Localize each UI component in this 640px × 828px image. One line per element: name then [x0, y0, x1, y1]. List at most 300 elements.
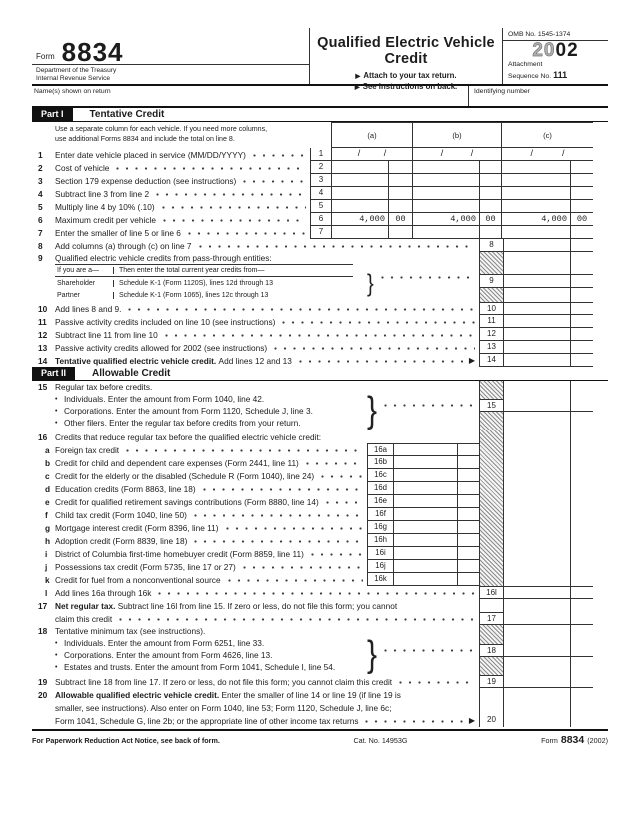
line-1-col-c-date[interactable]: [502, 148, 593, 161]
paperwork-notice: For Paperwork Reduction Act Notice, see back of form.: [32, 736, 220, 745]
line-7-box: 7: [310, 226, 332, 239]
line-20-label-line1: Enter the smaller of line 14 or line 19 (if line 19 is: [221, 689, 401, 700]
line-16h-label: Adoption credit (Form 8839, line 18): [55, 535, 188, 546]
line-16i-box: 16i: [367, 547, 394, 560]
line-letter: c: [45, 470, 50, 481]
line-number: 13: [38, 342, 48, 353]
line-16d-cents[interactable]: [457, 482, 479, 495]
hatched-cell: [479, 381, 504, 399]
line-16l-row: [32, 586, 593, 599]
pass-through-subtable: [55, 264, 353, 301]
line-16c-box: 16c: [367, 469, 394, 482]
column-c-header: (c): [502, 122, 593, 148]
line-6-col-a-amount: 4,000: [359, 214, 385, 224]
date-slash: /: [383, 148, 387, 158]
line-2-col-b-amount[interactable]: [413, 161, 479, 173]
line-20-amount[interactable]: [504, 714, 570, 727]
line-11-cents[interactable]: [570, 315, 593, 328]
dot-leader: [188, 232, 306, 235]
omb-block: [503, 28, 608, 84]
footer-form-word: Form: [541, 736, 558, 745]
name-field-label: Name(s) shown on return: [34, 88, 111, 95]
dot-leader: [119, 618, 475, 621]
line-16h-box: 16h: [367, 534, 394, 547]
line-16-heading: [32, 430, 479, 443]
line-7-col-a-amount[interactable]: [332, 226, 388, 238]
line-number: 18: [38, 626, 48, 636]
dot-leader: [243, 180, 306, 183]
line-19-amount[interactable]: [504, 675, 570, 688]
dot-leader: [163, 219, 306, 222]
line-20-label-line2: smaller, see instructions). Also enter on Form 1040, line 53; Form 1120, Schedule J, line 6c;: [55, 702, 392, 713]
line-17-row: [32, 599, 593, 625]
dot-leader: [365, 720, 463, 723]
line-10-row: [32, 302, 593, 315]
dot-leader: [243, 566, 363, 569]
partner-source: Schedule K-1 (Form 1065), lines 12c through 13: [113, 292, 353, 299]
line-20-label-bold: Allowable qualified electric vehicle credit.: [55, 689, 220, 700]
line-16e-cents[interactable]: [457, 495, 479, 508]
line-2-col-c-amount[interactable]: [502, 161, 570, 173]
line-6-col-b-cents: 00: [479, 213, 501, 225]
dot-leader: [116, 167, 306, 170]
line-15-bullet-1: Individuals. Enter the amount from Form 1040, line 42.: [64, 394, 265, 404]
line-17-label-bold: Net regular tax.: [55, 600, 116, 611]
dot-leader: [156, 193, 306, 196]
arrow-icon: ▶: [468, 356, 475, 365]
line-8-cents[interactable]: [570, 239, 593, 252]
dot-leader: [158, 592, 475, 595]
line-number: 7: [38, 227, 43, 238]
line-16b-cents[interactable]: [457, 456, 479, 469]
line-16b-label: Credit for child and dependent care expenses (Form 2441, line 11): [55, 457, 299, 468]
line-number: 1: [38, 149, 43, 160]
line-16j-amount[interactable]: [394, 560, 457, 573]
dot-leader: [165, 334, 475, 337]
dot-leader: [311, 553, 363, 556]
tax-year-outline: 20: [532, 40, 556, 61]
line-5-col-b-amount[interactable]: [413, 200, 479, 212]
dot-leader: [299, 360, 464, 363]
sequence-label: Sequence No.: [508, 72, 552, 80]
line-16e-amount[interactable]: [394, 495, 457, 508]
line-16c-amount[interactable]: [394, 469, 457, 482]
line-16j-label: Possessions tax credit (Form 5735, line 17 or 27): [55, 561, 236, 572]
part2-label: Part II: [32, 367, 75, 380]
line-3-col-b-amount[interactable]: [413, 174, 479, 186]
line-2-box: 2: [310, 161, 332, 174]
line-16h-cents[interactable]: [457, 534, 479, 547]
dot-leader: [384, 649, 475, 652]
form-number-block: [32, 28, 310, 84]
result-header: Then enter the total current year credits from—: [113, 267, 353, 274]
line-2-col-c-cents[interactable]: [570, 161, 593, 173]
dot-leader: [321, 475, 363, 478]
dot-leader: [306, 462, 363, 465]
line-5-col-a-cents[interactable]: [388, 200, 412, 212]
dot-leader: [126, 449, 363, 452]
line-1-row: [32, 148, 608, 161]
line-16g-amount[interactable]: [394, 521, 457, 534]
line-11-label: Passive activity credits included on line 10 (see instructions): [55, 316, 276, 327]
line-7-col-c-cents[interactable]: [570, 226, 593, 238]
line-number: 11: [38, 316, 47, 327]
line-4-row: [32, 187, 608, 200]
line-16k-row: [32, 573, 479, 586]
dot-leader: [228, 579, 363, 582]
form-header: [32, 28, 608, 91]
line-2-col-a-amount[interactable]: [332, 161, 388, 173]
dot-leader: [226, 527, 363, 530]
date-slash: /: [561, 148, 565, 158]
line-16a-label: Foreign tax credit: [55, 444, 120, 455]
line-6-col-c-amount: 4,000: [541, 214, 567, 224]
line-16c-cents[interactable]: [457, 469, 479, 482]
line-8-box: 8: [479, 239, 504, 252]
shareholder-source: Schedule K-1 (Form 1120S), lines 12d through 13: [113, 280, 353, 287]
line-16a-cents[interactable]: [457, 443, 479, 456]
line-9-block: [32, 252, 593, 302]
line-15-label: Regular tax before credits.: [55, 382, 153, 392]
line-number: 6: [38, 214, 43, 225]
line-6-col-a-cents: 00: [388, 213, 412, 225]
part1-label: Part I: [32, 108, 73, 121]
line-8-amount[interactable]: [504, 239, 570, 252]
date-slash: /: [530, 148, 533, 158]
hatched-cell: [479, 625, 504, 644]
line-13-label: Passive activity credits allowed for 2002 (see instructions): [55, 342, 268, 353]
form-number: 8834: [61, 36, 124, 67]
line-5-col-b-cents[interactable]: [479, 200, 501, 212]
line-8-row: [32, 239, 593, 252]
dot-leader: [128, 308, 475, 311]
line-18-block: [32, 625, 593, 675]
tax-year: [503, 41, 608, 61]
dot-leader: [253, 154, 306, 157]
line-7-col-c-amount[interactable]: [502, 226, 570, 238]
name-id-row: [32, 86, 608, 108]
line-number: 5: [38, 201, 43, 212]
line-letter: h: [45, 535, 51, 546]
line-13-row: [32, 341, 593, 354]
brace-glyph: }: [367, 269, 374, 298]
sequence-number: 111: [553, 69, 568, 80]
column-a-header: (a): [332, 122, 413, 148]
line-9-amount[interactable]: [504, 275, 570, 288]
line-12-label: Subtract line 11 from line 10: [55, 329, 158, 340]
line-letter: k: [45, 574, 50, 585]
form-footer: [32, 731, 608, 746]
line-1-col-a-date[interactable]: [332, 148, 413, 161]
line-16h-row: [32, 534, 479, 547]
part1-instruction-line1: Use a separate column for each vehicle. If you need more columns,: [55, 125, 268, 133]
line-14-amount[interactable]: [504, 354, 570, 367]
line-17-label-line2: claim this credit: [55, 613, 113, 624]
attachment-sequence: [503, 61, 608, 82]
line-14-box: 14: [479, 354, 504, 367]
agency-line-2: Internal Revenue Service: [36, 74, 111, 82]
omb-number: OMB No. 1545-1374: [503, 28, 608, 41]
line-number: 8: [38, 240, 43, 251]
dot-leader: [199, 245, 475, 248]
line-5-col-c-amount[interactable]: [502, 200, 570, 212]
line-16k-box: 16k: [367, 573, 394, 586]
dot-leader: [274, 347, 475, 350]
line-2-col-a-cents[interactable]: [388, 161, 412, 173]
catalog-number: Cat. No. 14953G: [353, 736, 408, 745]
line-16a-box: 16a: [367, 443, 394, 456]
line-17-label-line1: Subtract line 16l from line 15. If zero or less, do not file this form; you cannot: [117, 600, 398, 611]
line-16l-label: Add lines 16a through 16k: [55, 587, 152, 598]
pointer-icon: ▶: [354, 84, 360, 91]
line-4-col-a-cents[interactable]: [388, 187, 412, 199]
line-16j-row: [32, 560, 479, 573]
line-2-row: [32, 161, 608, 174]
bullet-icon: •: [55, 419, 58, 427]
line-19-box: 19: [479, 675, 504, 688]
line-16b-amount[interactable]: [394, 456, 457, 469]
hatched-cell: [479, 430, 504, 586]
line-16f-row: [32, 508, 479, 521]
line-18-label: Tentative minimum tax (see instructions).: [55, 626, 206, 636]
line-19-row: [32, 675, 593, 688]
dot-leader: [381, 276, 475, 279]
line-16c-label: Credit for the elderly or the disabled (Schedule R (Form 1040), line 24): [55, 470, 315, 481]
line-letter: a: [45, 444, 50, 455]
line-16l-amount[interactable]: [504, 586, 570, 599]
line-17-amount[interactable]: [504, 612, 570, 625]
line-2-col-b-cents[interactable]: [479, 161, 501, 173]
line-8-label: Add columns (a) through (c) on line 7: [55, 240, 192, 251]
form-word-label: Form: [36, 51, 55, 61]
line-16k-cents[interactable]: [457, 573, 479, 586]
bullet-icon: •: [55, 395, 58, 403]
line-11-row: [32, 315, 593, 328]
line-3-col-a-amount[interactable]: [332, 174, 388, 186]
line-3-col-b-cents[interactable]: [479, 174, 501, 186]
line-4-col-a-amount[interactable]: [332, 187, 388, 199]
line-4-col-b-amount[interactable]: [413, 187, 479, 199]
line-12-box: 12: [479, 328, 504, 341]
form-number-line: [32, 28, 309, 67]
line-13-box: 13: [479, 341, 504, 354]
part1-title: Tentative Credit: [89, 109, 165, 120]
line-letter: f: [45, 509, 48, 520]
line-16d-amount[interactable]: [394, 482, 457, 495]
line-16a-amount[interactable]: [394, 443, 457, 456]
line-9-heading: Qualified electric vehicle credits from pass-through entities:: [55, 253, 272, 263]
line-11-box: 11: [479, 315, 504, 328]
line-13-cents[interactable]: [570, 341, 593, 354]
line-3-box: 3: [310, 174, 332, 187]
line-12-cents[interactable]: [570, 328, 593, 341]
line-16i-row: [32, 547, 479, 560]
line-9-cents[interactable]: [570, 275, 593, 288]
identifying-number-label: Identifying number: [474, 88, 530, 95]
attach-note: [310, 71, 502, 80]
line-16e-label: Credit for qualified retirement savings contributions (Form 8880, line 14): [55, 496, 319, 507]
hatched-cell: [479, 412, 504, 430]
line-12-amount[interactable]: [504, 328, 570, 341]
line-16f-label: Child tax credit (Form 1040, line 50): [55, 509, 187, 520]
line-number: 9: [38, 253, 43, 263]
line-15-amount[interactable]: [504, 399, 570, 412]
line-19-cents[interactable]: [570, 675, 593, 688]
line-5-row: [32, 200, 608, 213]
line-4-label: Subtract line 3 from line 2: [55, 188, 150, 199]
part1-table-header: [32, 122, 608, 148]
identifying-number-field[interactable]: [468, 86, 608, 106]
line-4-col-c-amount[interactable]: [502, 187, 570, 199]
line-16l-cents[interactable]: [570, 586, 593, 599]
line-11-amount[interactable]: [504, 315, 570, 328]
bullet-icon: •: [55, 407, 58, 415]
line-16e-box: 16e: [367, 495, 394, 508]
line-number: 12: [38, 329, 48, 340]
bullet-icon: •: [55, 639, 58, 647]
hatched-cell: [479, 657, 504, 676]
line-5-col-a-amount[interactable]: [332, 200, 388, 212]
line-10-amount[interactable]: [504, 302, 570, 315]
dot-leader: [282, 321, 475, 324]
line-6-label: Maximum credit per vehicle: [55, 214, 156, 225]
line-3-col-c-amount[interactable]: [502, 174, 570, 186]
line-16i-label: District of Columbia first-time homebuyer credit (Form 8859, line 11): [55, 548, 304, 559]
line-19-label: Subtract line 18 from line 17. If zero or less, do not file this form; you cannot claim this credit: [55, 676, 393, 687]
line-3-col-a-cents[interactable]: [388, 174, 412, 186]
part1-bar: [32, 108, 608, 122]
line-15-bullet-2: Corporations. Enter the amount from Form 1120, Schedule J, line 3.: [64, 406, 313, 416]
line-18-bullet-2: Corporations. Enter the amount from Form 4626, line 13.: [64, 650, 273, 660]
line-4-box: 4: [310, 187, 332, 200]
line-4-col-c-cents[interactable]: [570, 187, 593, 199]
line-6-row: [32, 213, 608, 226]
form-title: Qualified Electric Vehicle Credit: [317, 35, 495, 67]
line-10-cents[interactable]: [570, 302, 593, 315]
line-16l-box: 16l: [479, 586, 504, 599]
line-number: 10: [38, 303, 48, 314]
line-14-row: [32, 354, 593, 367]
part2-bar: [32, 367, 608, 381]
line-3-col-c-cents[interactable]: [570, 174, 593, 186]
line-18-cents[interactable]: [570, 644, 593, 657]
line-letter: e: [45, 496, 50, 507]
line-14-cents[interactable]: [570, 354, 593, 367]
date-slash: /: [470, 148, 474, 158]
part1-line-number-column: [310, 122, 332, 148]
line-16f-cents[interactable]: [457, 508, 479, 521]
line-20-box: 20: [479, 714, 504, 727]
line-9-box: 9: [479, 275, 504, 288]
line-18-box: 18: [479, 644, 504, 657]
line-number: 15: [38, 382, 48, 392]
line-18-bullet-3: Estates and trusts. Enter the amount from Form 1041, Schedule I, line 54.: [64, 662, 336, 672]
partner-label: Partner: [57, 291, 80, 299]
footer-form-number: 8834: [560, 734, 585, 746]
line-18-amount[interactable]: [504, 644, 570, 657]
line-7-row: [32, 226, 608, 239]
name-field[interactable]: [32, 86, 468, 106]
line-16d-box: 16d: [367, 482, 394, 495]
line-16j-box: 16j: [367, 560, 394, 573]
line-letter: i: [45, 548, 48, 559]
line-16i-amount[interactable]: [394, 547, 457, 560]
line-5-label: Multiply line 4 by 10% (.10): [55, 201, 155, 212]
shareholder-row: [55, 277, 353, 289]
line-17-cents[interactable]: [570, 612, 593, 625]
line-16a-row: [32, 443, 479, 456]
line-5-col-c-cents[interactable]: [570, 200, 593, 212]
line-16k-amount[interactable]: [394, 573, 457, 586]
line-16i-cents[interactable]: [457, 547, 479, 560]
line-16d-row: [32, 482, 479, 495]
footer-year: (2002): [587, 736, 608, 745]
line-number: 2: [38, 162, 43, 173]
line-letter: d: [45, 483, 51, 494]
line-number: 14: [38, 355, 48, 366]
line-15-cents[interactable]: [570, 399, 593, 412]
line-7-col-a-cents[interactable]: [388, 226, 412, 238]
line-16e-row: [32, 495, 479, 508]
line-16h-amount[interactable]: [394, 534, 457, 547]
line-12-row: [32, 328, 593, 341]
line-6-col-c-cents: 00: [570, 213, 593, 225]
line-16g-box: 16g: [367, 521, 394, 534]
line-16f-amount[interactable]: [394, 508, 457, 521]
line-13-amount[interactable]: [504, 341, 570, 354]
date-slash: /: [357, 148, 361, 158]
line-16c-row: [32, 469, 479, 482]
line-20-label-line3: Form 1041, Schedule G, line 2b; or the appropriate line of other income tax returns: [55, 715, 359, 726]
line-18-bullet-1: Individuals. Enter the amount from Form 6251, line 33.: [64, 638, 265, 648]
line-17-box: 17: [479, 612, 504, 625]
line-1-col-b-date[interactable]: [413, 148, 502, 161]
line-2-label: Cost of vehicle: [55, 162, 110, 173]
line-7-col-b-amount[interactable]: [413, 226, 479, 238]
line-number: 3: [38, 175, 43, 186]
line-letter: g: [45, 522, 51, 533]
line-letter: j: [45, 561, 48, 572]
line-4-col-b-cents[interactable]: [479, 187, 501, 199]
tax-year-solid: 02: [555, 40, 579, 61]
line-7-col-b-cents[interactable]: [479, 226, 501, 238]
line-number: 19: [38, 676, 48, 687]
hatched-cell: [479, 288, 504, 302]
line-number: 16: [38, 431, 48, 442]
line-number: 17: [38, 600, 48, 611]
pointer-icon: ▶: [355, 73, 361, 80]
arrow-icon: ▶: [468, 716, 475, 725]
line-14-label: Add lines 12 and 13: [218, 355, 292, 366]
line-16j-cents[interactable]: [457, 560, 479, 573]
line-20-cents[interactable]: [570, 714, 593, 727]
bullet-icon: •: [55, 663, 58, 671]
line-3-row: [32, 174, 608, 187]
attachment-label: Attachment: [508, 61, 543, 68]
line-letter: b: [45, 457, 51, 468]
part2-title: Allowable Credit: [92, 368, 171, 379]
line-16f-box: 16f: [367, 508, 394, 521]
line-16k-label: Credit for fuel from a nonconventional source: [55, 574, 221, 585]
line-20-row: [32, 688, 593, 727]
line-16g-cents[interactable]: [457, 521, 479, 534]
line-letter: l: [45, 587, 48, 598]
line-15-block: [32, 381, 593, 430]
bullet-icon: •: [55, 651, 58, 659]
part1-instruction: [32, 122, 310, 148]
line-16g-label: Mortgage interest credit (Form 8396, line 11): [55, 522, 219, 533]
column-b-header: (b): [413, 122, 502, 148]
